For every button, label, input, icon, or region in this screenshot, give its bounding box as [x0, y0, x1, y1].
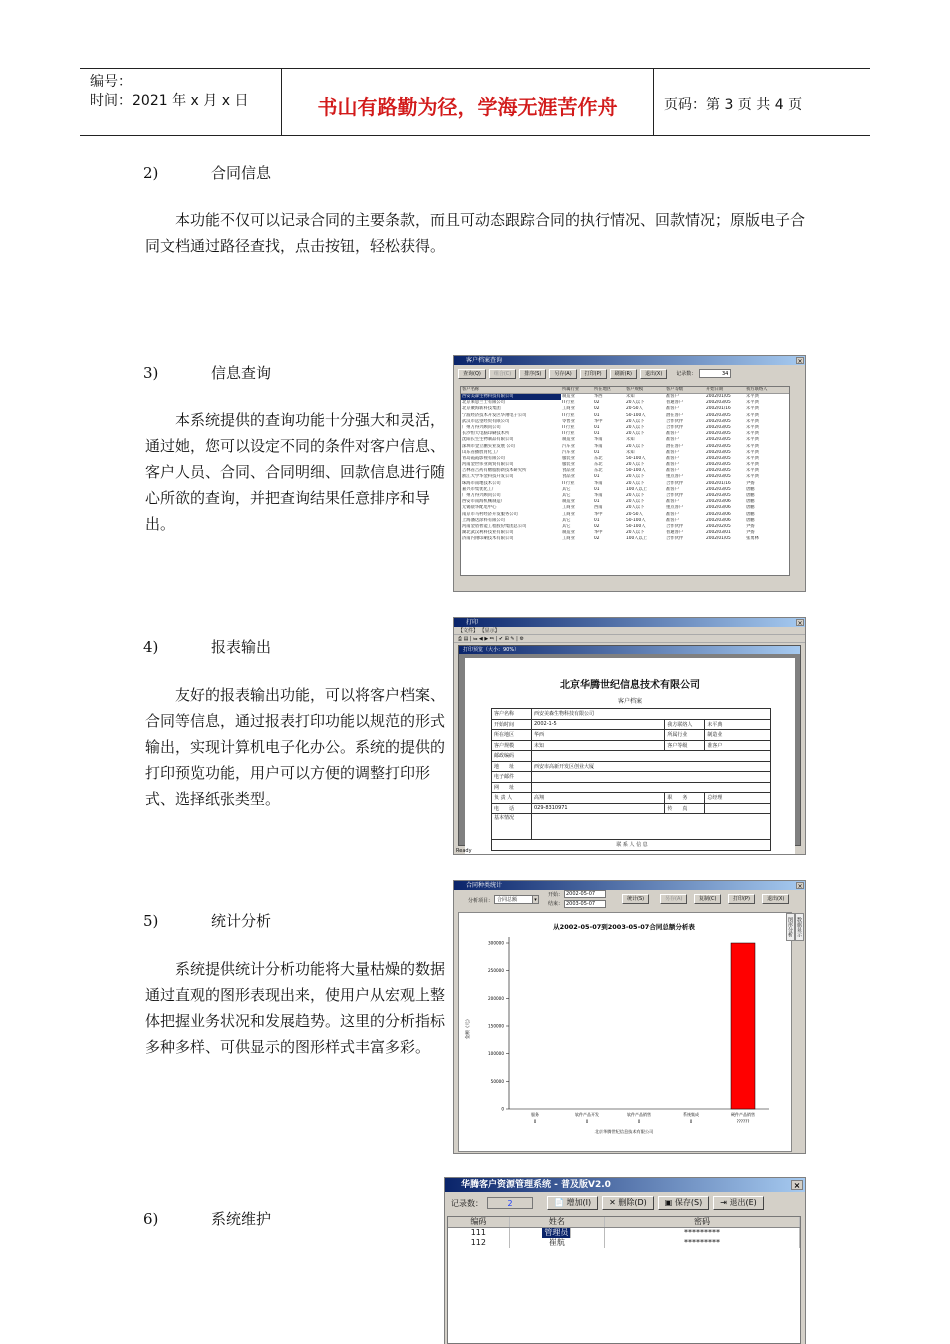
- table-cell: 02: [594, 536, 600, 542]
- table-cell: 20人以下: [626, 505, 645, 511]
- table-cell: IT行业: [562, 412, 575, 418]
- section-title: 2) 合同信息: [143, 164, 272, 182]
- table-cell: IT行业: [562, 400, 575, 406]
- table-cell: 01: [594, 517, 600, 523]
- table-cell: 2002/03/06: [706, 517, 731, 523]
- exit-button[interactable]: 退出(X): [640, 369, 667, 379]
- table-header: 编码 姓名 密码: [448, 1217, 800, 1228]
- table-cell: 未知: [626, 394, 635, 399]
- table-cell: 北京莱思兰士有限公司: [462, 400, 505, 406]
- table-cell: 河南金盾智能工程股份集团总公司: [462, 523, 527, 529]
- table-cell: 青岛霞霞影视有限公司: [462, 455, 505, 461]
- table-cell: 制造业: [562, 499, 575, 505]
- save-icon: ▣: [664, 1198, 675, 1207]
- table-cell: 潜在客户: [666, 412, 684, 418]
- table-cell: 食品业: [562, 474, 575, 480]
- exit-button[interactable]: 退出(X): [762, 894, 789, 904]
- add-button[interactable]: 📄 增加(I): [547, 1196, 598, 1210]
- table-cell: 深圳市金立鹏实业发展 公司: [462, 443, 515, 449]
- table-cell: 华中: [594, 511, 603, 517]
- table-cell: 2002/03/05: [706, 437, 731, 443]
- table-cell: 20人以下: [626, 480, 645, 486]
- number-label: 编号：: [90, 74, 132, 90]
- table-cell: 准客户: [666, 486, 679, 492]
- table-cell: 2002/03/05: [706, 455, 731, 461]
- data-label: 0: [689, 1119, 693, 1124]
- table-cell: 未平典: [746, 462, 759, 468]
- table-cell: 长沙恒天电脑印刷技术所: [462, 431, 510, 437]
- x-tick-label: 服务: [531, 1112, 539, 1117]
- table-cell: 客户名称: [462, 387, 480, 392]
- record-count-label: 记录数：: [451, 1198, 483, 1208]
- table-cell: 西南: [594, 505, 603, 511]
- report-title: 北京华腾世纪信息技术有限公司: [560, 680, 700, 691]
- chart-title: 从2002-05-07到2003-05-07合同总额分析表: [553, 923, 695, 931]
- table-cell: 其它: [562, 523, 571, 529]
- table-cell: 01: [594, 474, 600, 480]
- table-cell: 张勇林: [746, 536, 759, 542]
- table-cell: 20人以下: [626, 431, 645, 437]
- table-cell: 食品业: [562, 468, 575, 474]
- table-cell: 东北: [594, 455, 603, 461]
- table-cell: 华中: [594, 530, 603, 536]
- table-cell: 2002/03/05: [706, 493, 731, 498]
- x-tick-label: 系统集成: [683, 1112, 699, 1117]
- statistics-button[interactable]: 统计(S): [622, 894, 649, 904]
- table-cell: 沈阳长生生物制品有限公司: [462, 437, 514, 443]
- exit-button[interactable]: ⇥ 退出(E): [713, 1196, 764, 1210]
- table-cell: 2002/03/05: [706, 474, 731, 480]
- table-cell: 广州万得兴顾问公司: [462, 424, 501, 430]
- record-count: 34: [699, 369, 731, 378]
- section-paragraph: 本系统提供的查询功能十分强大和灵活，通过她，您可以设定不同的条件对客户信息、客户人员、合同、合同明细、回款信息进行随心所欲的查询，并把查询结果任意排序和导出。: [145, 411, 446, 533]
- search-window: [453, 355, 806, 592]
- tab-data-view[interactable]: 数据显示: [795, 913, 804, 941]
- table-cell: 华中: [594, 418, 603, 424]
- table-cell: 未平典: [746, 474, 759, 480]
- table-cell: 准客户: [666, 431, 679, 437]
- table-cell: 准客户: [666, 511, 679, 517]
- x-tick-label: 硬件产品销售: [731, 1112, 755, 1117]
- table-cell: 2002/03/05: [706, 468, 731, 474]
- table-cell: 2002/03/05: [706, 486, 731, 492]
- table-cell: 其它: [562, 493, 571, 498]
- exit-icon: ⇥: [720, 1198, 730, 1207]
- report-page: [465, 658, 795, 855]
- table-cell: IT行业: [562, 480, 575, 486]
- print-button[interactable]: 打印(P): [580, 369, 607, 379]
- table-cell: 未平典: [746, 431, 759, 437]
- table-cell: 100人以上: [626, 536, 648, 542]
- table-cell: 未平典: [746, 412, 759, 418]
- table-cell: 20-50人: [626, 511, 643, 517]
- table-cell: 唐鹏: [746, 511, 755, 517]
- table-cell: 未平典: [746, 394, 759, 399]
- table-cell: 西安美森生物科技有限公司: [461, 394, 561, 400]
- table-cell: 东北: [594, 462, 603, 468]
- table-cell: 华西: [594, 394, 603, 399]
- table-cell: 山东省播放育化工厂: [462, 449, 501, 455]
- y-axis-label: 金额（元）: [466, 1016, 471, 1040]
- table-cell: 华南: [594, 443, 603, 449]
- table-cell: 合作伙伴: [666, 418, 684, 424]
- table-cell: 工商业: [562, 406, 575, 412]
- table-cell: 北京聚海新科技集团: [462, 406, 501, 412]
- table-cell: 2002/01/16: [706, 406, 731, 412]
- preview-toolbar[interactable]: ⎙ ▤ | ⏮ ◀ ▶ ⏭ | ✔ ⊞ ✎ | ⚙: [454, 635, 805, 643]
- table-cell: 上海潘达涂料有限公司: [462, 517, 505, 523]
- table-cell: 未平典: [746, 437, 759, 443]
- section-title: 3) 信息查询: [143, 364, 272, 382]
- table-cell: 20人以下: [626, 474, 645, 480]
- table-cell: 2002/03/06: [706, 505, 731, 511]
- table-cell: 普通客户: [666, 400, 684, 406]
- chart-footer: 北京华腾世纪信息技术有限公司: [594, 1129, 654, 1134]
- table-cell: 所在地区: [594, 387, 612, 392]
- save-button[interactable]: ▣ 保存(S): [658, 1196, 709, 1210]
- end-date-input[interactable]: 2003-05-07: [564, 900, 606, 908]
- section-title: 6) 系统维护: [143, 1210, 272, 1228]
- table-cell: 01: [594, 412, 600, 418]
- table-cell: 尹扬: [746, 530, 755, 536]
- table-cell: 未平典: [746, 449, 759, 455]
- combine-button[interactable]: 组合(C): [489, 369, 516, 379]
- table-cell: 湖北武汉利科技业有限公司: [462, 530, 514, 536]
- table-cell: 其它: [562, 517, 571, 523]
- table-cell: 零售业: [562, 418, 575, 424]
- table-cell: 50-100人: [626, 517, 646, 523]
- table-cell: 华南: [594, 493, 603, 498]
- y-tick-label: 250000: [488, 968, 504, 974]
- date-label: 时间：2021 年 x 月 x 日: [90, 93, 249, 109]
- table-cell: 2002/03/06: [706, 511, 731, 517]
- table-cell: 20人以下: [626, 530, 645, 536]
- table-cell: 2002/02/05: [706, 523, 731, 529]
- bar-chart: [459, 913, 789, 1149]
- table-cell: 唐鹏: [746, 499, 755, 505]
- table-cell: 重点客户: [666, 505, 684, 511]
- table-cell: 武汉市远望经贸有限公司: [462, 418, 510, 424]
- window-titlebar: 客户档案查询 ×: [454, 356, 805, 365]
- table-cell: 珠海市南地技术公司: [462, 480, 501, 486]
- table-cell: 合作伙伴: [666, 493, 684, 498]
- table-cell: 唐鹏: [746, 493, 755, 498]
- table-header: [461, 387, 789, 394]
- table-cell: 济南内翔印刷技术有限公司: [462, 536, 514, 542]
- table-cell: 50-100人: [626, 523, 646, 529]
- table-cell: 2002/03/05: [706, 449, 731, 455]
- analysis-select[interactable]: 合同总额: [494, 895, 539, 904]
- page-header: [80, 68, 870, 136]
- table-row[interactable]: [461, 536, 789, 542]
- report-table: 客户名称 西安美森生物科技有限公司 开始时间 2002-1-5 我方联络人 未平典 所在地区 华西 所属行业 制造业 客户规模 未知 客户等级 准客户 邮政编码 地 址 西安市高新开发区创业大厦 电子邮件 网 址 负 责 人 高翔 职 务 总经理 电 话 029-8310971 传 真 基本情况 联 系 人 信 息: [491, 708, 771, 851]
- table-cell: 工商业: [562, 505, 575, 511]
- table-cell: 02: [594, 400, 600, 406]
- data-label: 0: [637, 1119, 641, 1124]
- section-title: 5) 统计分析: [143, 912, 272, 930]
- header-meta: [80, 69, 282, 135]
- table-cell: 浙江大学华金科技开发公司: [462, 474, 514, 480]
- table-cell: 01: [594, 424, 600, 430]
- table-cell: 50-100人: [626, 412, 646, 418]
- table-cell: 未平典: [746, 400, 759, 406]
- table-cell: 尹扬: [746, 523, 755, 529]
- table-row[interactable]: 111 管理员 *********: [448, 1228, 800, 1238]
- table-cell: 其它: [562, 486, 571, 492]
- table-cell: 02: [594, 406, 600, 412]
- section-paragraph: 本功能不仅可以记录合同的主要条款，而且可动态跟踪合同的执行情况、回款情况；原版电子合同文档通过路径查找，点击按钮，轻松获得。: [145, 211, 806, 255]
- y-tick-label: 200000: [488, 995, 504, 1001]
- table-cell: 准客户: [666, 517, 679, 523]
- table-cell: 01: [594, 449, 600, 455]
- table-cell: 2002/03/05: [706, 424, 731, 430]
- copy-button[interactable]: 复制(C): [694, 894, 721, 904]
- close-icon[interactable]: ×: [791, 1180, 803, 1190]
- table-cell: 20人以下: [626, 499, 645, 505]
- table-cell: 普通客户: [666, 530, 684, 536]
- users-grid[interactable]: [447, 1216, 801, 1344]
- start-date-input[interactable]: 2002-05-07: [564, 890, 606, 898]
- delete-icon: ✕: [609, 1198, 619, 1207]
- table-cell: 汽车业: [562, 443, 575, 449]
- statistics-window: [453, 880, 806, 1154]
- print-button[interactable]: 打印(P): [728, 894, 755, 904]
- table-cell: 2002/03/05: [706, 462, 731, 468]
- table-cell: 未平典: [746, 455, 759, 461]
- table-cell: 2002/03/05: [706, 418, 731, 424]
- view-tabs: [787, 913, 804, 943]
- table-row[interactable]: 112 崔航 *********: [448, 1238, 800, 1248]
- table-cell: 广州万得兴顾问公司: [462, 493, 501, 498]
- page-number: 页码：第 3 页 共 4 页: [664, 97, 803, 113]
- sort-button[interactable]: 排序(S): [519, 369, 546, 379]
- x-tick-label: 软件产品开发: [575, 1112, 599, 1117]
- results-grid[interactable]: [460, 386, 790, 576]
- close-icon[interactable]: ×: [797, 620, 803, 627]
- x-tick-label: 软件产品销售: [627, 1112, 651, 1117]
- table-cell: 我方联络人: [746, 387, 768, 392]
- table-cell: 50-100人: [626, 468, 646, 474]
- table-cell: 未平典: [746, 406, 759, 412]
- header-motto: 书山有路勤为径，学海无涯苦作舟: [282, 69, 654, 135]
- table-cell: 华南: [594, 437, 603, 443]
- table-cell: 2002/01/05: [706, 394, 731, 399]
- data-label: ??????: [736, 1119, 750, 1124]
- query-button[interactable]: 查询(Q): [458, 369, 486, 379]
- y-tick-label: 0: [501, 1106, 504, 1112]
- section-paragraph: 系统提供统计分析功能将大量枯燥的数据通过直观的图形表现出来，使用户从宏观上整体把握业务状况和发展趋势。这里的分析指标多种多样、可供显示的图形样式丰富多彩。: [145, 960, 446, 1056]
- table-cell: 合作伙伴: [666, 523, 684, 529]
- table-cell: 西安市南海机械制造厂: [462, 499, 505, 505]
- table-cell: 河南金世伟业商贸有限公司: [462, 462, 514, 468]
- table-cell: 工商业: [562, 536, 575, 542]
- table-cell: 未平典: [746, 443, 759, 449]
- search-toolbar: [454, 365, 805, 381]
- table-cell: 准客户: [666, 394, 679, 399]
- table-cell: 未知: [626, 437, 635, 443]
- table-cell: 唐鹏: [746, 505, 755, 511]
- table-cell: 20人以下: [626, 462, 645, 468]
- statistics-toolbar: 分析项目： 合同总额 ▾ 开始： 2002-05-07 结束： 2003-05-07 统计(S) 另存(A) 复制(C) 打印(P) 退出(X): [454, 890, 805, 910]
- save-as-button[interactable]: 另存(A): [549, 369, 576, 379]
- table-cell: 20人以下: [626, 443, 645, 449]
- maintenance-toolbar: [445, 1192, 805, 1214]
- record-count-label: 记录数：: [676, 371, 697, 377]
- table-cell: 开始日期: [706, 387, 724, 392]
- table-cell: 所属行业: [562, 387, 580, 392]
- table-cell: 未平典: [746, 418, 759, 424]
- table-cell: 2002/03/05: [706, 431, 731, 437]
- close-icon[interactable]: ×: [797, 358, 803, 365]
- chart-panel: [458, 912, 792, 1152]
- table-cell: 合作伙伴: [666, 536, 684, 542]
- table-cell: 2002/03/01: [706, 530, 731, 536]
- table-cell: 南京市马村经济开发服务公司: [462, 511, 518, 517]
- table-cell: 制造业: [562, 437, 575, 443]
- table-cell: 嘉兴市集优化工厂: [462, 486, 497, 492]
- table-cell: 2002/01/05: [706, 536, 731, 542]
- y-tick-label: 300000: [488, 940, 504, 946]
- table-cell: 2002/03/06: [706, 499, 731, 505]
- maintenance-window: [444, 1177, 806, 1344]
- table-cell: 服装业: [562, 462, 575, 468]
- section-title: 4) 报表输出: [143, 638, 272, 656]
- table-cell: 唐鹏: [746, 517, 755, 523]
- add-icon: 📄: [554, 1198, 567, 1207]
- table-cell: 尹扬: [746, 480, 755, 486]
- table-cell: 无锡晨华配电中心: [462, 505, 497, 511]
- table-cell: 制造业: [562, 394, 575, 399]
- table-cell: 准客户: [666, 449, 679, 455]
- table-cell: 20人以下: [626, 400, 645, 406]
- record-count: 2: [487, 1197, 533, 1209]
- status-bar: Ready: [456, 848, 472, 854]
- table-cell: 20人以下: [626, 424, 645, 430]
- tab-chart-view[interactable]: 图形分析: [786, 913, 795, 941]
- table-cell: 准客户: [666, 468, 679, 474]
- table-cell: 客户规模: [626, 387, 644, 392]
- table-cell: 汽车业: [562, 449, 575, 455]
- table-cell: 唐鹏: [746, 486, 755, 492]
- table-cell: 潜在客户: [666, 443, 684, 449]
- report-subtitle: 客户档案: [617, 698, 642, 705]
- refresh-button[interactable]: 刷新(R): [610, 369, 637, 379]
- table-cell: 服装业: [562, 455, 575, 461]
- table-cell: 20人以下: [626, 418, 645, 424]
- table-cell: 未平典: [746, 468, 759, 474]
- table-cell: 50-100人: [626, 455, 646, 461]
- table-cell: 准客户: [666, 499, 679, 505]
- delete-button[interactable]: ✕ 删除(D): [602, 1196, 654, 1210]
- y-tick-label: 50000: [490, 1078, 504, 1084]
- table-cell: IT行业: [562, 431, 575, 437]
- table-cell: 合作伙伴: [666, 480, 684, 486]
- table-cell: IT行业: [562, 424, 575, 430]
- table-cell: 华南: [594, 480, 603, 486]
- table-cell: 01: [594, 431, 600, 437]
- table-cell: 100人以上: [626, 486, 648, 492]
- table-cell: 2002/03/05: [706, 400, 731, 406]
- table-cell: 准客户: [666, 462, 679, 468]
- table-cell: 01: [594, 486, 600, 492]
- table-cell: 准客户: [666, 455, 679, 461]
- table-cell: 制造业: [562, 530, 575, 536]
- data-label: 0: [533, 1119, 537, 1124]
- preview-titlebar: 打印预览（大小：90%）: [459, 646, 800, 654]
- table-cell: 工商业: [562, 511, 575, 517]
- y-tick-label: 150000: [488, 1023, 504, 1029]
- table-cell: 准客户: [666, 437, 679, 443]
- y-tick-label: 100000: [488, 1051, 504, 1057]
- table-cell: 02: [594, 523, 600, 529]
- table-cell: 重点客户: [666, 474, 684, 480]
- table-cell: 20人以下: [626, 493, 645, 498]
- preview-pane: [458, 645, 801, 849]
- table-cell: 20-50人: [626, 406, 643, 412]
- section-paragraph: 友好的报表输出功能，可以将客户档案、合同等信息，通过报表打印功能以规范的形式输出，实现计算机电子化办公。系统的提供的打印预览功能，用户可以方便的调整打印形式、选择纸张类型。: [145, 686, 446, 808]
- data-label: 0: [585, 1119, 589, 1124]
- window-titlebar: 合同种类统计 ×: [454, 881, 805, 890]
- table-cell: 东北: [594, 468, 603, 474]
- window-titlebar: 打印 ×: [454, 618, 805, 627]
- close-icon[interactable]: ×: [797, 883, 803, 890]
- table-cell: 2002/03/05: [706, 412, 731, 418]
- menu-bar[interactable]: 【文件】 【显示】: [454, 627, 805, 635]
- table-cell: 准客户: [666, 406, 679, 412]
- table-cell: 宁波经济技术开发区华翔电子公司: [462, 412, 527, 418]
- table-cell: 吉林省吉药有糖脂肪新技术研究所: [462, 468, 527, 474]
- table-cell: 未平典: [746, 424, 759, 430]
- save-as-button[interactable]: 另存(A): [660, 894, 687, 904]
- table-cell: 01: [594, 499, 600, 505]
- table-cell: 未知: [626, 449, 635, 455]
- table-cell: 2002/01/16: [706, 480, 731, 486]
- table-cell: 合作伙伴: [666, 424, 684, 430]
- print-preview-window: [453, 617, 806, 855]
- table-cell: 2002/03/05: [706, 443, 731, 449]
- bar: [731, 943, 755, 1109]
- table-cell: 客户等级: [666, 387, 684, 392]
- window-titlebar: 华腾客户资源管理系统 - 普及版V2.0 ×: [445, 1178, 805, 1192]
- chevron-down-icon[interactable]: ▾: [532, 895, 539, 904]
